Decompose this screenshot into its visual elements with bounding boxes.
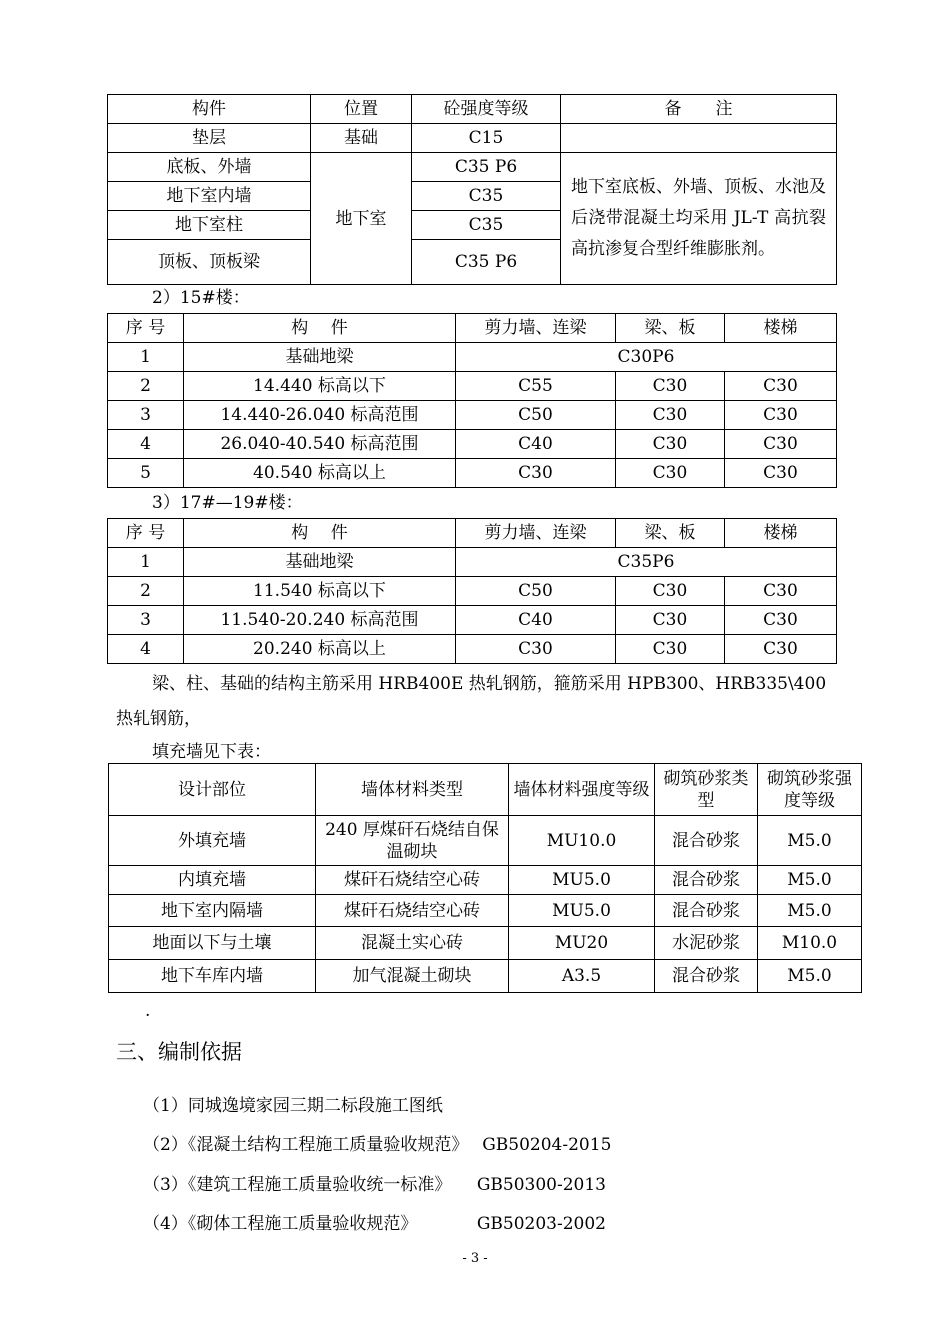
rebar-paragraph-line: 热轧钢筋， xyxy=(116,709,201,729)
table-cell: 混合砂浆 xyxy=(655,816,758,866)
table-row xyxy=(108,577,837,606)
table-cell: A3.5 xyxy=(509,960,655,993)
table-cell: MU20 xyxy=(509,927,655,960)
table-cell: C30 xyxy=(616,635,725,664)
table-cell: C30 xyxy=(725,459,837,488)
stray-dot: . xyxy=(145,1001,151,1021)
header-cell: 构 件 xyxy=(184,519,456,548)
table-row xyxy=(109,866,862,895)
table-row xyxy=(108,548,837,577)
table-cell: 4 xyxy=(108,430,184,459)
header-cell: 设计部位 xyxy=(109,764,316,816)
subsection-title: 2）15#楼： xyxy=(152,288,250,308)
table-cell: M5.0 xyxy=(758,960,862,993)
table-row xyxy=(108,343,837,372)
table-cell: C30 xyxy=(456,635,616,664)
reference-item: （4）《砌体工程施工质量验收规范》 GB50203-2002 xyxy=(143,1214,606,1234)
table-cell: C30 xyxy=(725,401,837,430)
table-cell: 14.440-26.040 标高范围 xyxy=(184,401,456,430)
table-cell: 1 xyxy=(108,343,184,372)
table-cell: C50 xyxy=(456,401,616,430)
table-cell: C30 xyxy=(725,430,837,459)
table-cell: 底板、外墙 xyxy=(108,153,311,182)
table-cell: 基础地梁 xyxy=(184,548,456,577)
table-cell: C30 xyxy=(456,459,616,488)
concrete-grade-table xyxy=(107,94,837,285)
header-cell: 构 件 xyxy=(184,314,456,343)
header-cell: 剪力墙、连梁 xyxy=(456,314,616,343)
table-cell: M5.0 xyxy=(758,816,862,866)
table-header-row xyxy=(108,95,837,124)
infill-wall-table xyxy=(108,763,862,993)
rebar-paragraph-line: 梁、柱、基础的结构主筋采用 HRB400E 热轧钢筋，箍筋采用 HPB300、HRB335\400 xyxy=(152,674,827,694)
header-cell: 序 号 xyxy=(108,519,184,548)
table-cell: MU10.0 xyxy=(509,816,655,866)
table-cell: C30 xyxy=(725,577,837,606)
header-cell: 序 号 xyxy=(108,314,184,343)
table-cell: C15 xyxy=(412,124,561,153)
table-cell xyxy=(561,124,837,153)
infill-intro: 填充墙见下表： xyxy=(152,742,271,762)
table-row xyxy=(108,606,837,635)
remark-cell: 地下室底板、外墙、顶板、水池及后浇带混凝土均采用 JL-T 高抗裂高抗渗复合型纤维膨胀剂。 xyxy=(561,153,837,285)
table-cell: 3 xyxy=(108,401,184,430)
header-cell: 楼梯 xyxy=(725,314,837,343)
table-cell: 20.240 标高以上 xyxy=(184,635,456,664)
table-cell: 地下室柱 xyxy=(108,211,311,240)
table-cell: M5.0 xyxy=(758,866,862,895)
building-15-grade-table xyxy=(107,313,837,488)
header-cell: 墙体材料强度等级 xyxy=(509,764,655,816)
page-number: - 3 - xyxy=(462,1251,488,1266)
reference-item: （3）《建筑工程施工质量验收统一标准》 GB50300-2013 xyxy=(143,1175,606,1195)
header-cell: 砌筑砂浆类型 xyxy=(655,764,758,816)
table-cell: 5 xyxy=(108,459,184,488)
table-cell: C40 xyxy=(456,430,616,459)
table-cell: 11.540-20.240 标高范围 xyxy=(184,606,456,635)
table-cell: 11.540 标高以下 xyxy=(184,577,456,606)
table-cell: 14.440 标高以下 xyxy=(184,372,456,401)
table-cell: 水泥砂浆 xyxy=(655,927,758,960)
table-cell: 地下车库内墙 xyxy=(109,960,316,993)
header-cell: 剪力墙、连梁 xyxy=(456,519,616,548)
table-cell: C35 xyxy=(412,211,561,240)
table-cell: 混合砂浆 xyxy=(655,895,758,927)
table-cell: C40 xyxy=(456,606,616,635)
table-row xyxy=(109,927,862,960)
table-row xyxy=(108,124,837,153)
table-cell: C30 xyxy=(616,577,725,606)
table-row xyxy=(108,372,837,401)
subsection-title: 3）17#—19#楼： xyxy=(152,493,303,513)
table-cell: C50 xyxy=(456,577,616,606)
table-cell: C30 xyxy=(725,635,837,664)
table-cell: C35 P6 xyxy=(412,240,561,285)
table-cell: 混凝土实心砖 xyxy=(316,927,509,960)
section-heading: 三、编制依据 xyxy=(116,1040,242,1064)
table-cell: 混合砂浆 xyxy=(655,960,758,993)
table-header-row xyxy=(109,764,862,816)
table-cell: C30 xyxy=(616,401,725,430)
table-cell: M5.0 xyxy=(758,895,862,927)
table-row xyxy=(109,960,862,993)
table-cell: C30 xyxy=(616,430,725,459)
table-cell: MU5.0 xyxy=(509,866,655,895)
table-cell: C30 xyxy=(725,606,837,635)
table-cell: 内填充墙 xyxy=(109,866,316,895)
header-cell: 构件 xyxy=(108,95,311,124)
table-cell: 4 xyxy=(108,635,184,664)
table-cell: 加气混凝土砌块 xyxy=(316,960,509,993)
table-cell: C30 xyxy=(725,372,837,401)
table-cell: C30 xyxy=(616,606,725,635)
table-row xyxy=(108,430,837,459)
table-cell: 混合砂浆 xyxy=(655,866,758,895)
table-row xyxy=(108,459,837,488)
table-row xyxy=(109,895,862,927)
table-cell: C35 xyxy=(412,182,561,211)
table-cell: M10.0 xyxy=(758,927,862,960)
table-cell: C30 xyxy=(616,372,725,401)
table-cell: C35 P6 xyxy=(412,153,561,182)
table-cell: C55 xyxy=(456,372,616,401)
table-cell: 外填充墙 xyxy=(109,816,316,866)
table-cell: 26.040-40.540 标高范围 xyxy=(184,430,456,459)
merged-grade-cell: C30P6 xyxy=(456,343,837,372)
header-cell: 备 注 xyxy=(561,95,837,124)
table-cell: 基础 xyxy=(311,124,412,153)
reference-item: （1）同城逸境家园三期二标段施工图纸 xyxy=(143,1096,443,1116)
table-cell: 顶板、顶板梁 xyxy=(108,240,311,285)
table-cell: 240 厚煤矸石烧结自保温砌块 xyxy=(316,816,509,866)
table-cell: 基础地梁 xyxy=(184,343,456,372)
header-cell: 砼强度等级 xyxy=(412,95,561,124)
header-cell: 墙体材料类型 xyxy=(316,764,509,816)
merged-grade-cell: C35P6 xyxy=(456,548,837,577)
table-cell: 2 xyxy=(108,372,184,401)
table-header-row xyxy=(108,519,837,548)
table-cell: C30 xyxy=(616,459,725,488)
header-cell: 楼梯 xyxy=(725,519,837,548)
table-row xyxy=(108,153,837,182)
table-cell: 煤矸石烧结空心砖 xyxy=(316,866,509,895)
table-cell: 1 xyxy=(108,548,184,577)
table-cell: 地下室内隔墙 xyxy=(109,895,316,927)
table-row xyxy=(108,401,837,430)
table-cell: 3 xyxy=(108,606,184,635)
table-cell: 地下室内墙 xyxy=(108,182,311,211)
table-cell: 垫层 xyxy=(108,124,311,153)
header-cell: 砌筑砂浆强度等级 xyxy=(758,764,862,816)
reference-item: （2）《混凝土结构工程施工质量验收规范》 GB50204-2015 xyxy=(143,1135,612,1155)
header-cell: 梁、板 xyxy=(616,314,725,343)
table-row xyxy=(109,816,862,866)
table-header-row xyxy=(108,314,837,343)
table-cell: MU5.0 xyxy=(509,895,655,927)
table-cell: 2 xyxy=(108,577,184,606)
table-row xyxy=(108,635,837,664)
table-cell: 煤矸石烧结空心砖 xyxy=(316,895,509,927)
header-cell: 梁、板 xyxy=(616,519,725,548)
table-cell: 地面以下与土壤 xyxy=(109,927,316,960)
table-cell: 40.540 标高以上 xyxy=(184,459,456,488)
header-cell: 位置 xyxy=(311,95,412,124)
merged-location-cell: 地下室 xyxy=(311,153,412,285)
building-17-19-grade-table xyxy=(107,518,837,664)
